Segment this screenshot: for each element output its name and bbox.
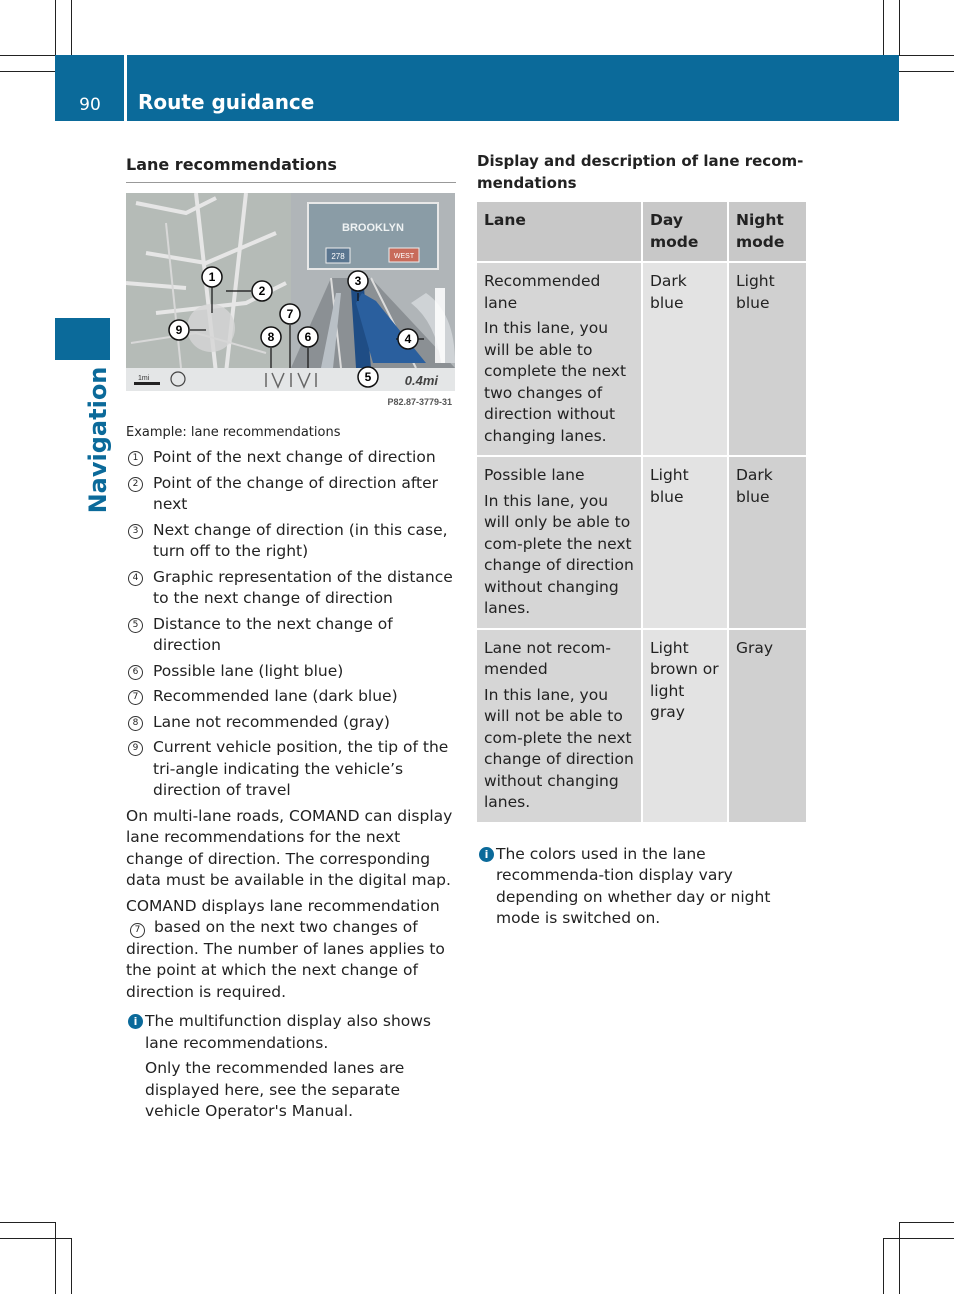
lane-name: Lane not recom-mended	[484, 638, 611, 678]
page-number: 90	[79, 95, 101, 115]
header-divider	[124, 55, 127, 121]
info-note	[477, 844, 807, 930]
legend-text: Point of the change of direction after next	[153, 473, 439, 513]
legend-text: Recommended lane (dark blue)	[153, 687, 398, 705]
legend-item	[126, 614, 456, 657]
table-row	[477, 628, 806, 822]
svg-text:2: 2	[258, 283, 266, 298]
lane-cell	[477, 628, 641, 822]
left-column	[126, 150, 456, 1123]
callout-number: 7	[130, 923, 145, 938]
night-mode-cell: Dark blue	[727, 455, 806, 628]
crop-mark	[71, 1238, 72, 1294]
sign-text: BROOKLYN	[342, 221, 404, 234]
legend-item	[126, 473, 456, 516]
legend-item	[126, 737, 456, 802]
svg-text:5: 5	[364, 369, 372, 384]
side-tab	[55, 318, 110, 360]
legend-item	[126, 520, 456, 563]
callout-number: 9	[128, 741, 143, 756]
crop-mark	[55, 0, 56, 55]
callout-number: 5	[128, 618, 143, 633]
lane-name: Possible lane	[484, 466, 585, 484]
table-row	[477, 261, 806, 455]
callout-number: 8	[128, 716, 143, 731]
legend-list	[126, 447, 456, 802]
day-mode-cell: Dark blue	[641, 261, 727, 455]
legend-text: Point of the next change of direction	[153, 448, 436, 466]
legend-text: Distance to the next change of direction	[153, 614, 393, 654]
legend-item	[126, 661, 456, 683]
navigation-display-illustration	[126, 193, 455, 408]
night-mode-cell: Light blue	[727, 261, 806, 455]
legend-text: Next change of direction (in this case, turn off to the right)	[153, 520, 448, 560]
info-icon: i	[128, 1014, 143, 1029]
note-text: Only the recommended lanes are displayed here, see the separate vehicle Operator's Manual.	[145, 1059, 405, 1120]
crop-mark	[883, 1238, 954, 1239]
lane-recommendations-heading: Lane recommendations	[126, 154, 456, 183]
crop-mark	[0, 71, 55, 72]
crop-mark	[899, 1222, 900, 1294]
svg-text:3: 3	[354, 273, 362, 288]
lane-recommendations-figure	[126, 193, 455, 408]
crop-mark	[899, 55, 954, 56]
lane-cell	[477, 455, 641, 628]
crop-mark	[899, 71, 954, 72]
lane-name: Recommended lane	[484, 272, 601, 312]
svg-text:7: 7	[286, 306, 294, 321]
note-text: The multifunction display also shows lane recommendations.	[145, 1012, 432, 1052]
section-title: Route guidance	[138, 90, 315, 114]
figure-ref: P82.87-3779-31	[387, 396, 452, 407]
legend-text: Lane not recommended (gray)	[153, 712, 390, 731]
callout-number: 3	[128, 524, 143, 539]
legend-item	[126, 712, 456, 734]
crop-mark	[0, 1238, 71, 1239]
paragraph-text: COMAND displays lane recommendation	[126, 896, 440, 915]
crop-mark	[899, 1222, 954, 1223]
callout-number: 2	[128, 477, 143, 492]
callout-number: 4	[128, 571, 143, 586]
info-note	[126, 1011, 456, 1123]
callout-number: 6	[128, 665, 143, 680]
paragraph: On multi-lane roads, COMAND can display lane recommendations for the next change of direction. The corresponding data must be available in the digital map.	[126, 806, 453, 889]
legend-text: Possible lane (light blue)	[153, 661, 344, 680]
table-header-night: Night mode	[727, 202, 806, 261]
note-text: The colors used in the lane recommenda-tion display vary depending on whether day or night mode is switched on.	[496, 844, 771, 927]
shield-text: 278	[331, 251, 345, 261]
table-header-lane: Lane	[477, 202, 641, 261]
note-body	[145, 1011, 456, 1123]
info-icon: i	[479, 847, 494, 862]
west-text: WEST	[393, 252, 415, 260]
crop-mark	[55, 1222, 56, 1294]
legend-item	[126, 567, 456, 610]
lane-description: In this lane, you will only be able to com-plete the next change of direction without changing lanes.	[484, 491, 634, 617]
table-heading: Display and description of lane recom-mendations	[477, 152, 804, 192]
night-mode-cell: Gray	[727, 628, 806, 822]
figure-caption: Example: lane recommendations	[126, 424, 341, 440]
svg-text:6: 6	[304, 329, 312, 344]
crop-mark	[0, 1222, 55, 1223]
lane-description: In this lane, you will not be able to com-plete the next change of direction without changing lanes.	[484, 685, 634, 811]
legend-text: Graphic representation of the distance to the next change of direction	[153, 567, 453, 607]
paragraph	[126, 896, 456, 1004]
crop-mark	[71, 0, 72, 55]
table-header-day: Day mode	[641, 202, 727, 261]
scale-text: 1mi	[138, 374, 150, 382]
callout-number: 7	[128, 690, 143, 705]
callout-number: 1	[128, 451, 143, 466]
lane-description: In this lane, you will be able to complete the next two changes of direction without changing lanes.	[484, 319, 627, 445]
crop-mark	[0, 55, 55, 56]
paragraph-text: based on the next two changes of direction. The number of lanes applies to the point at which the next change of direction is required.	[126, 918, 445, 1001]
side-tab-label: Navigation	[84, 366, 112, 514]
distance-readout: 0.4mi	[404, 372, 438, 388]
svg-text:4: 4	[404, 331, 412, 346]
legend-item	[126, 447, 456, 469]
legend-item	[126, 686, 456, 708]
crop-mark	[899, 0, 900, 55]
svg-text:1: 1	[208, 269, 216, 284]
right-column	[477, 150, 807, 930]
crop-mark	[883, 1238, 884, 1294]
svg-text:9: 9	[175, 322, 183, 337]
day-mode-cell: Light brown or light gray	[641, 628, 727, 822]
day-mode-cell: Light blue	[641, 455, 727, 628]
legend-text: Current vehicle position, the tip of the tri-angle indicating the vehicle’s direction of travel	[153, 738, 449, 799]
lane-cell	[477, 261, 641, 455]
lane-colors-table	[477, 202, 806, 822]
svg-text:8: 8	[267, 329, 275, 344]
crop-mark	[883, 0, 884, 55]
table-row	[477, 455, 806, 628]
